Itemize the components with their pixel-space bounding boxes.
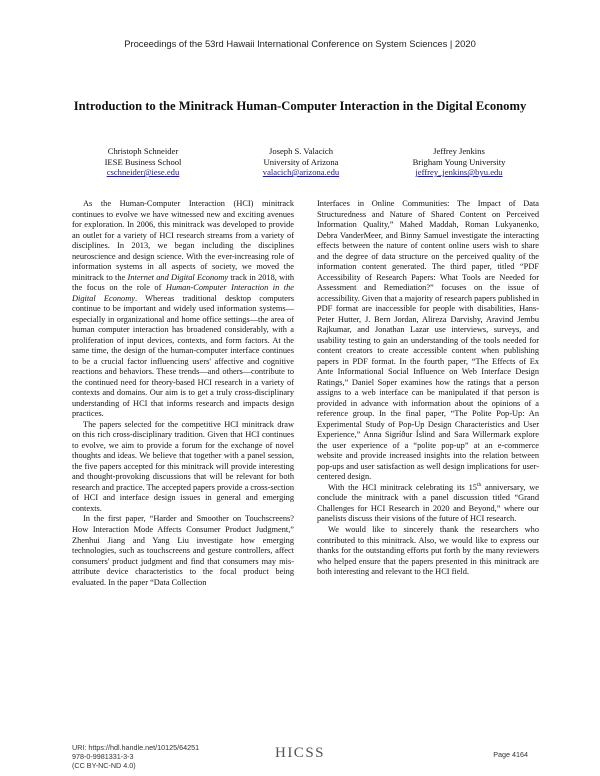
author-name: Jeffrey Jenkins — [433, 146, 485, 156]
author-1 — [68, 146, 218, 178]
body-text: With the HCI minitrack celebrating its 15 — [328, 482, 477, 492]
paragraph-papers-continued: Interfaces in Online Communities: The Impact of Data Structuredness and Nature of Shared Content on Perceived Information Quality,” Mahed Maddah, Roman Lukyanenko, Debra VanderMeer, and Binny Samuel investigate the interacting effects between the nature of content online users wish to share and the degree of data structure on the perceived quality of the information content generated. The third paper, titled “PDF Accessibility of Research Papers: What Tools are Needed for Assessment and Remediation?” focuses on the issue of accessibility. Given that a majority of research papers published in PDF format are inaccessible for people with disabilities, Hans-Peter Hutter, J. Bern Jordan, Alireza Darvishy, Aravind Jembu Rajkumar, and Jonathan Lazar use interviews, surveys, and usability testing to gain an understanding of the tools needed for content creators to create accessible content when publishing papers in PDF format. In the fourth paper, “The Effects of Ex Ante Informational Social Influence on Web Interface Design Ratings,” Daniel Soper examines how the ratings that a person assigns to a web interface can be manipulated if that person is provided in advance with information about the opinions of a reference group. In the final paper, “The Polite Pop-Up: An Experimental Study of Pop-Up Design Characteristics and User Experience,” Anna Sigríður Íslind and Sara Willermark explore the user experience of a “polite pop-up” at an e-commerce website and provide increased insights into the relation between pop-ups and user satisfaction as well design implications for user-centered design. — [317, 199, 539, 482]
footer-license: (CC BY-NC-ND 4.0) — [72, 761, 136, 771]
superscript: th — [476, 482, 482, 489]
paragraph-selection: The papers selected for the competitive HCI minitrack draw on this rich cross-disciplinary tradition. Given that HCI continues to evolve, we aim to provide a forum for the exchange of novel thoughts and ideas. We believe that together with a panel session, the five papers accepted for this minitrack will provide interesting and thought-provoking discussions that will be relevant for both research and practice. The accepted papers provide a cross-section of HCI and interface design issues in general and emerging contexts. — [72, 419, 294, 513]
author-affiliation: University of Arizona — [263, 156, 339, 167]
body-text: . Whereas traditional desktop computers continue to be important and widely used information systems—especially in organizational and home office settings—the area of human computer interaction has broadened considerably, with a proliferation of input devices, contexts, and form factors. At the same time, the design of the human-computer interface continues to be a crucial factor influencing users' affective and cognitive reactions and behaviors. These trends—and others—contribute to the continued need for theory-based HCI research in a variety of contexts and domains. Our aim is to get a truly cross-disciplinary understanding of HCI that informs research and impacts design practices. — [72, 293, 295, 419]
running-header: Proceedings of the 53rd Hawaii International Conference on System Sciences | 2020 — [124, 38, 476, 49]
author-3 — [384, 146, 534, 178]
paragraph-thanks: We would like to sincerely thank the researchers who contributed to this minitrack. Also, we would like to express our thanks for the outstanding efforts put forth by the many reviewers who helped ensure that the papers presented in this minitrack are both interesting and relevant to the HCI field. — [317, 524, 539, 577]
author-email-link[interactable]: valacich@arizona.edu — [262, 167, 340, 177]
right-column — [317, 199, 539, 578]
footer-isbn: 978-0-9981331-3-3 — [72, 752, 134, 762]
left-column — [72, 199, 294, 588]
author-email-link[interactable]: jeffrey_jenkins@byu.edu — [415, 167, 503, 177]
paper-title: Introduction to the Minitrack Human-Computer Interaction in the Digital Economy — [73, 99, 527, 113]
footer-uri[interactable]: URI: https://hdl.handle.net/10125/64251 — [72, 743, 200, 752]
author-affiliation: Brigham Young University — [412, 156, 506, 167]
author-affiliation: IESE Business School — [104, 156, 182, 167]
body-text: anniversary, we conclude the minitrack with a panel discussion titled “Grand Challenges for HCI Research in 2020 and Beyond,” where our panelists discuss their visions of the future of HCI research. — [317, 482, 539, 524]
page-number: Page 4164 — [493, 750, 528, 759]
author-email-link[interactable]: cschneider@iese.edu — [106, 167, 180, 177]
author-2 — [226, 146, 376, 178]
body-text: As the Human-Computer Interaction (HCI) minitrack continues to evolve we have witnessed new and exciting avenues for exploration. In 2006, this minitrack was developed to provide an outlet for a variety of HCI research streams from a variety of disciplines. In 2013, we began including the disciplines neuroscience and design science. With the ever-increasing role of information systems in all aspects of society, we moved the minitrack to the — [72, 199, 294, 282]
author-block — [68, 146, 534, 178]
hicss-logo: HICSS — [274, 745, 326, 761]
paragraph-panel — [317, 483, 539, 525]
paragraph-papers: In the first paper, “Harder and Smoother on Touchscreens? How Interaction Mode Affects Consumer Product Judgment,” Zhenhui Jiang and Yang Liu investigate how emerging technologies, such as touchscreens and gesture controllers, affect consumers' product judgment and find that consumers may mis-attribute device characteristics to the focal product being evaluated. In the paper “Data Collection — [72, 514, 294, 587]
track-name: Internet and Digital Economy — [127, 272, 229, 282]
body-text: track in 2018, with the focus on the role of — [72, 272, 294, 293]
author-name: Christoph Schneider — [107, 146, 179, 156]
footer-meta — [72, 743, 199, 771]
author-name: Joseph S. Valacich — [268, 146, 334, 156]
paragraph-intro — [72, 199, 294, 420]
track-focus: Human-Computer Interaction in the Digital Economy — [72, 283, 294, 303]
